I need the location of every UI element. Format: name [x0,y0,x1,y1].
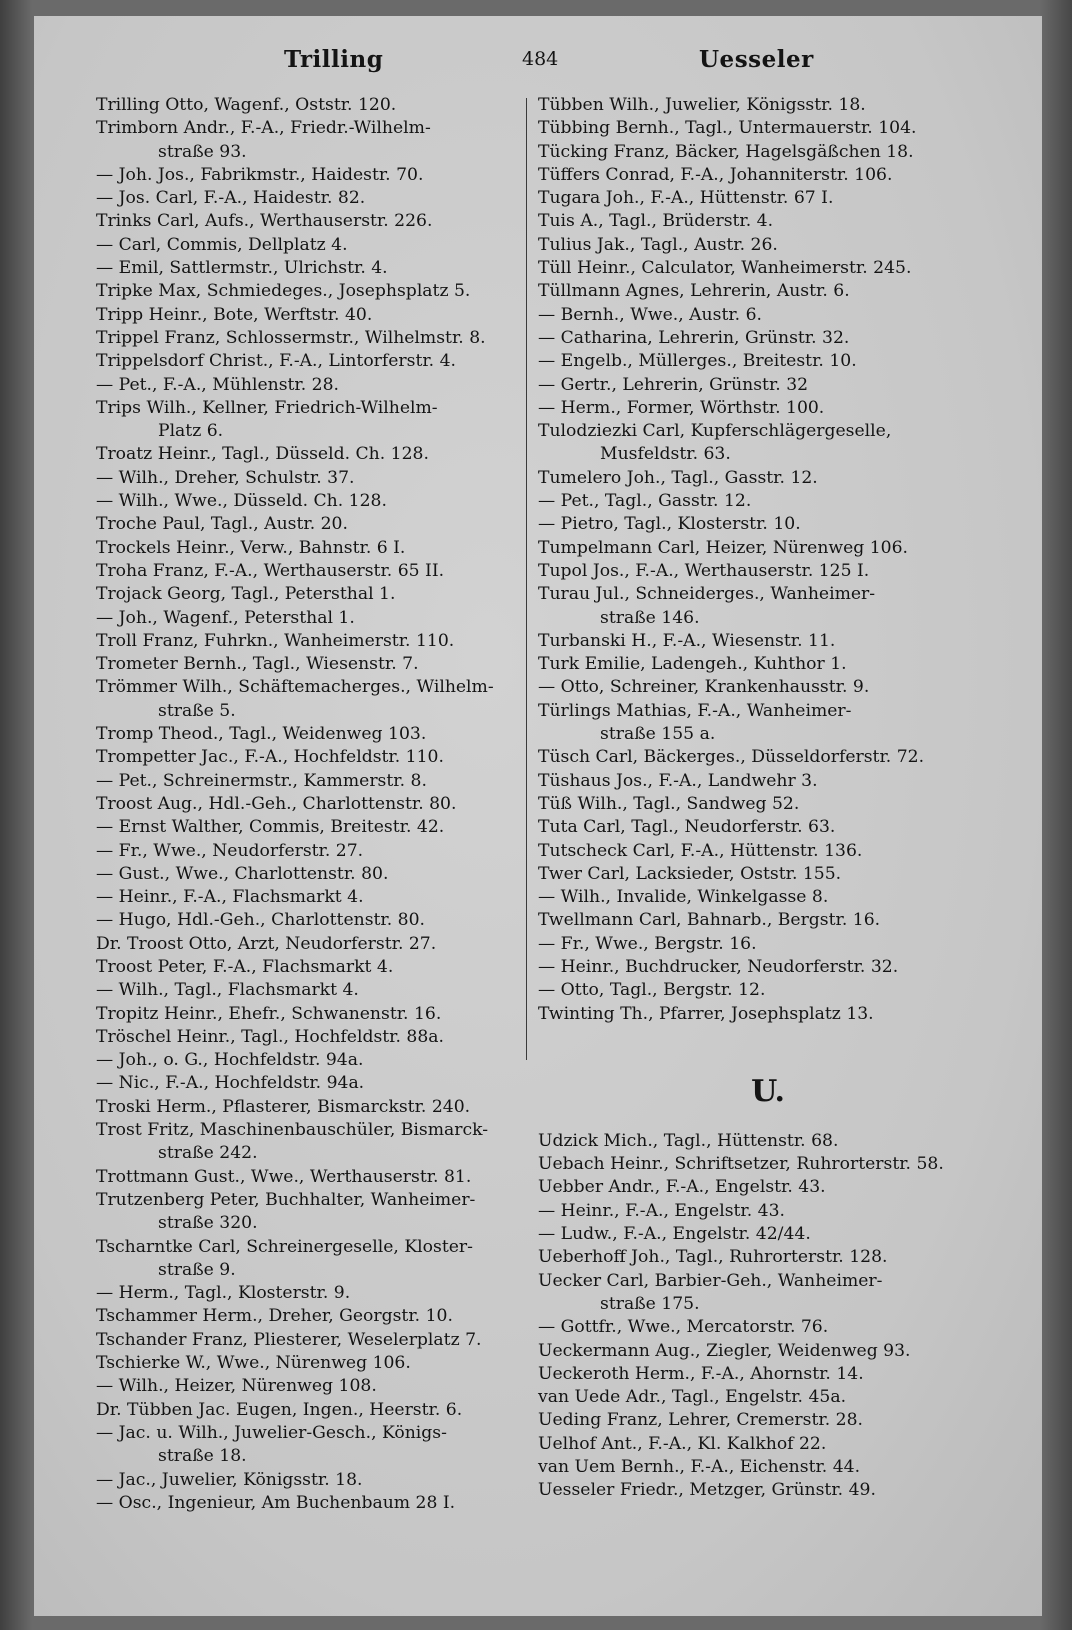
directory-entry: Tüffers Conrad, F.-A., Johanniterstr. 106. [538,164,893,185]
directory-entry: Tübbing Bernh., Tagl., Untermauerstr. 104. [538,118,917,139]
directory-entry: — Heinr., F.-A., Engelstr. 43. [538,1200,786,1221]
directory-entry: Udzick Mich., Tagl., Hüttenstr. 68. [538,1130,839,1151]
directory-entry: — Herm., Former, Wörthstr. 100. [538,397,825,418]
directory-entry-continuation: straße 9. [158,1259,236,1280]
directory-entry: — Catharina, Lehrerin, Grünstr. 32. [538,327,850,348]
directory-entry: Ueckermann Aug., Ziegler, Weidenweg 93. [538,1340,911,1361]
directory-entry: — Emil, Sattlermstr., Ulrichstr. 4. [96,258,388,279]
directory-entry: Trost Fritz, Maschinenbauschüler, Bismarck- [96,1120,488,1141]
directory-entry-continuation: straße 242. [158,1143,258,1164]
directory-entry: Troll Franz, Fuhrkn., Wanheimerstr. 110. [96,630,455,651]
directory-entry: Twer Carl, Lacksieder, Oststr. 155. [538,863,842,884]
directory-entry: Trutzenberg Peter, Buchhalter, Wanheimer- [96,1189,476,1210]
directory-entry: Tumelero Joh., Tagl., Gasstr. 12. [538,467,818,488]
directory-entry: Turbanski H., F.-A., Wiesenstr. 11. [538,630,836,651]
directory-entry: Dr. Tübben Jac. Eugen, Ingen., Heerstr. 6. [96,1399,463,1420]
directory-entry: Turau Jul., Schneiderges., Wanheimer- [538,584,876,605]
directory-entry: Tüll Heinr., Calculator, Wanheimerstr. 245. [538,258,912,279]
header-first-entry: Trilling [284,46,384,73]
directory-entry: — Heinr., Buchdrucker, Neudorferstr. 32. [538,956,899,977]
directory-entry: Dr. Troost Otto, Arzt, Neudorferstr. 27. [96,933,437,954]
directory-entry: Uebach Heinr., Schriftsetzer, Ruhrorterstr. 58. [538,1154,944,1175]
right-column-t-entries [538,94,1008,1026]
directory-entry: Tüß Wilh., Tagl., Sandweg 52. [538,793,800,814]
directory-entry: Türlings Mathias, F.-A., Wanheimer- [538,700,852,721]
directory-entry: Uebber Andr., F.-A., Engelstr. 43. [538,1177,826,1198]
directory-entry: — Ernst Walther, Commis, Breitestr. 42. [96,817,445,838]
directory-entry: Trottmann Gust., Wwe., Werthauserstr. 81. [96,1166,472,1187]
directory-entry: — Wilh., Tagl., Flachsmarkt 4. [96,980,359,1001]
left-column [96,94,536,1515]
directory-entry: Troski Herm., Pflasterer, Bismarckstr. 240. [96,1096,471,1117]
directory-entry: Troost Aug., Hdl.-Geh., Charlottenstr. 80. [96,793,457,814]
directory-entry: — Heinr., F.-A., Flachsmarkt 4. [96,887,364,908]
directory-entry: Tüllmann Agnes, Lehrerin, Austr. 6. [538,281,850,302]
page-header [34,46,1042,86]
directory-entry: Tscharntke Carl, Schreinergeselle, Kloster- [96,1236,473,1257]
directory-entry: Turk Emilie, Ladengeh., Kuhthor 1. [538,654,847,675]
directory-entry: Tromp Theod., Tagl., Weidenweg 103. [96,724,427,745]
directory-entry: Trojack Georg, Tagl., Petersthal 1. [96,584,396,605]
directory-entry: Uecker Carl, Barbier-Geh., Wanheimer- [538,1270,883,1291]
directory-entry: Tüshaus Jos., F.-A., Landwehr 3. [538,770,818,791]
directory-entry: Trockels Heinr., Verw., Bahnstr. 6 I. [96,537,406,558]
directory-entry: Trimborn Andr., F.-A., Friedr.-Wilhelm- [96,118,431,139]
directory-entry: Tugara Joh., F.-A., Hüttenstr. 67 I. [538,188,834,209]
directory-entry: Tupol Jos., F.-A., Werthauserstr. 125 I. [538,560,870,581]
directory-entry: Tschierke W., Wwe., Nürenweg 106. [96,1353,411,1374]
directory-entry: Tschander Franz, Pliesterer, Weselerplatz 7. [96,1329,482,1350]
directory-entry: — Nic., F.-A., Hochfeldstr. 94a. [96,1073,365,1094]
directory-entry: Troost Peter, F.-A., Flachsmarkt 4. [96,956,394,977]
directory-entry-continuation: straße 18. [158,1446,247,1467]
directory-entry: — Osc., Ingenieur, Am Buchenbaum 28 I. [96,1492,456,1513]
directory-entry: — Herm., Tagl., Klosterstr. 9. [96,1283,351,1304]
directory-page [34,16,1042,1616]
directory-entry: Tuis A., Tagl., Brüderstr. 4. [538,211,774,232]
directory-entry-continuation: Platz 6. [158,421,224,442]
directory-entry: — Fr., Wwe., Neudorferstr. 27. [96,840,364,861]
directory-entry: Trinks Carl, Aufs., Werthauserstr. 226. [96,211,433,232]
directory-entry-continuation: straße 155 a. [600,724,716,745]
directory-entry: — Wilh., Heizer, Nürenweg 108. [96,1376,377,1397]
directory-entry: — Otto, Schreiner, Krankenhausstr. 9. [538,677,870,698]
directory-entry: Ueberhoff Joh., Tagl., Ruhrorterstr. 128. [538,1247,888,1268]
directory-entry-continuation: straße 93. [158,141,247,162]
directory-entry: van Uede Adr., Tagl., Engelstr. 45a. [538,1387,847,1408]
directory-entry: Ueding Franz, Lehrer, Cremerstr. 28. [538,1410,863,1431]
directory-entry: — Gust., Wwe., Charlottenstr. 80. [96,863,389,884]
directory-entry: — Pet., Tagl., Gasstr. 12. [538,491,752,512]
directory-entry-continuation: Musfeldstr. 63. [600,444,731,465]
directory-entry: — Engelb., Müllerges., Breitestr. 10. [538,351,857,372]
directory-entry: — Carl, Commis, Dellplatz 4. [96,234,348,255]
directory-entry: Uesseler Friedr., Metzger, Grünstr. 49. [538,1480,876,1501]
directory-entry-continuation: straße 5. [158,700,236,721]
header-last-entry: Uesseler [699,46,814,73]
directory-entry: Tschammer Herm., Dreher, Georgstr. 10. [96,1306,453,1327]
directory-entry: Tüsch Carl, Bäckerges., Düsseldorferstr. 72. [538,747,925,768]
right-column [538,94,1008,1503]
directory-entry: Troha Franz, F.-A., Werthauserstr. 65 II. [96,560,445,581]
right-column-u-entries [538,1130,1008,1503]
directory-entry-continuation: straße 146. [600,607,700,628]
directory-entry: — Pet., Schreinermstr., Kammerstr. 8. [96,770,427,791]
directory-entry: Trompetter Jac., F.-A., Hochfeldstr. 110. [96,747,444,768]
directory-entry: Tübben Wilh., Juwelier, Königsstr. 18. [538,95,866,115]
directory-entry: Ueckeroth Herm., F.-A., Ahornstr. 14. [538,1363,864,1384]
directory-entry: — Gertr., Lehrerin, Grünstr. 32 [538,374,809,395]
directory-entry: — Bernh., Wwe., Austr. 6. [538,304,762,325]
directory-entry-continuation: straße 320. [158,1213,258,1234]
directory-entry: — Wilh., Wwe., Düsseld. Ch. 128. [96,491,387,512]
directory-entry: Tuta Carl, Tagl., Neudorferstr. 63. [538,817,836,838]
directory-entry: Tumpelmann Carl, Heizer, Nürenweg 106. [538,537,909,558]
directory-entry: — Pet., F.-A., Mühlenstr. 28. [96,374,340,395]
directory-entry: Trippelsdorf Christ., F.-A., Lintorferstr. 4. [96,351,457,372]
directory-entry: Trilling Otto, Wagenf., Oststr. 120. [96,95,397,115]
directory-entry: Trips Wilh., Kellner, Friedrich-Wilhelm- [96,397,438,418]
directory-entry: — Gottfr., Wwe., Mercatorstr. 76. [538,1317,829,1338]
directory-entry: — Pietro, Tagl., Klosterstr. 10. [538,514,801,535]
directory-entry: — Jac. u. Wilh., Juwelier-Gesch., Königs- [96,1422,447,1443]
directory-entry: Trömmer Wilh., Schäftemacherges., Wilhelm- [96,677,494,698]
directory-entry: Uelhof Ant., F.-A., Kl. Kalkhof 22. [538,1433,827,1454]
directory-entry: — Jac., Juwelier, Königsstr. 18. [96,1469,363,1490]
directory-entry-continuation: straße 175. [600,1293,700,1314]
directory-entry: Trometer Bernh., Tagl., Wiesenstr. 7. [96,654,419,675]
page-number: 484 [522,48,559,70]
directory-entry: — Hugo, Hdl.-Geh., Charlottenstr. 80. [96,910,426,931]
directory-entry: Trippel Franz, Schlossermstr., Wilhelmstr. 8. [96,327,486,348]
directory-entry: Tripke Max, Schmiedeges., Josephsplatz 5. [96,281,471,302]
directory-entry: — Wilh., Invalide, Winkelgasse 8. [538,887,829,908]
section-letter-u: U. [751,1073,785,1109]
directory-entry: Troche Paul, Tagl., Austr. 20. [96,514,348,535]
directory-entry: van Uem Bernh., F.-A., Eichenstr. 44. [538,1457,861,1478]
directory-entry: — Fr., Wwe., Bergstr. 16. [538,933,757,954]
directory-entry: Tripp Heinr., Bote, Werftstr. 40. [96,304,373,325]
directory-entry: — Joh., o. G., Hochfeldstr. 94a. [96,1050,364,1071]
directory-entry: — Jos. Carl, F.-A., Haidestr. 82. [96,188,366,209]
directory-entry: — Ludw., F.-A., Engelstr. 42/44. [538,1224,811,1245]
directory-entry: Tröschel Heinr., Tagl., Hochfeldstr. 88a. [96,1026,445,1047]
directory-entry: Twinting Th., Pfarrer, Josephsplatz 13. [538,1003,874,1024]
directory-entry: Tücking Franz, Bäcker, Hagelsgäßchen 18. [538,141,914,162]
directory-entry: — Joh. Jos., Fabrikmstr., Haidestr. 70. [96,164,424,185]
directory-entry: — Wilh., Dreher, Schulstr. 37. [96,467,355,488]
directory-entry: Tutscheck Carl, F.-A., Hüttenstr. 136. [538,840,863,861]
directory-entry: Twellmann Carl, Bahnarb., Bergstr. 16. [538,910,881,931]
directory-entry: — Joh., Wagenf., Petersthal 1. [96,607,355,628]
directory-entry: Tulodziezki Carl, Kupferschlägergeselle, [538,421,892,442]
directory-entry: Tropitz Heinr., Ehefr., Schwanenstr. 16. [96,1003,442,1024]
directory-entry: — Otto, Tagl., Bergstr. 12. [538,980,766,1001]
directory-entry: Troatz Heinr., Tagl., Düsseld. Ch. 128. [96,444,429,465]
directory-entry: Tulius Jak., Tagl., Austr. 26. [538,234,778,255]
